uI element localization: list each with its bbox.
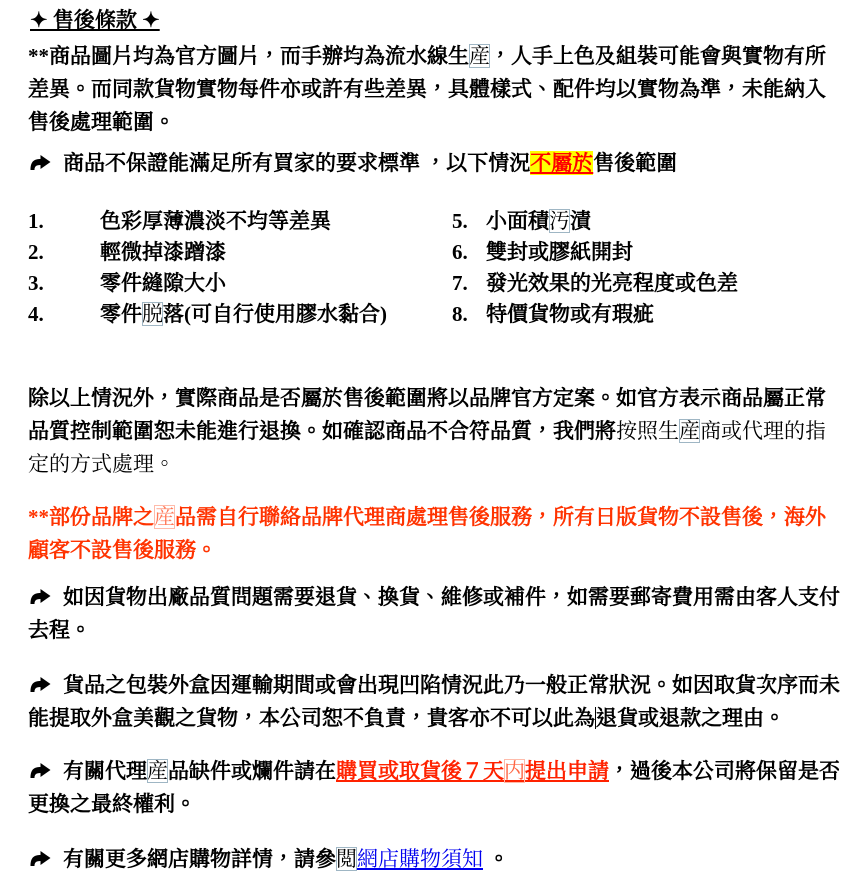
factory-text: 如因貨物出廠品質問題需要退貨、換貨、維修或補件，如需要郵寄費用需由客人支付去程。 (28, 585, 840, 642)
list-item (452, 237, 844, 268)
page-title (30, 6, 844, 34)
list-item (28, 237, 452, 268)
substituted-char: 閲 (336, 847, 357, 871)
list-item-number: 7. (452, 271, 468, 295)
list-item (452, 268, 844, 299)
shopping-guide-link[interactable]: 網店購物須知 (357, 847, 483, 871)
page-title-text: ✦ 售後條款 ✦ (30, 8, 160, 32)
intro-paragraph (28, 40, 844, 139)
notice-line (28, 147, 844, 180)
packaging-text-2: 退貨或退款之理由。 (596, 706, 785, 730)
list-item-number: 3. (28, 271, 44, 295)
notice-text-pre: 商品不保證能滿足所有買家的要求標準 ，以下情況 (63, 151, 531, 175)
list-item (452, 299, 844, 330)
list-item (28, 299, 452, 330)
substituted-char: 脱 (142, 302, 163, 326)
list-item-text: 特價貨物或有瑕疵 (486, 302, 654, 326)
missing-text-2: 品缺件或爛件請在 (168, 759, 336, 783)
red-text-2: 品需自行聯絡品牌代理商處理售後服務，所有日版貨物不設售後，海外顧客不設售後服務。 (28, 505, 826, 562)
substituted-char: 産 (679, 419, 700, 443)
official-text-1: 除以上情況外，實際商品是否屬於售後範圍將以品牌官方定案。如官方表示商品屬正常品質控制範圍恕未能進行退換。如確認商品不合符品質，我們將 (28, 386, 826, 443)
bent-right-arrow-icon (28, 587, 51, 605)
more-text-1: 有關更多網店購物詳情，請參 (63, 847, 336, 871)
list-item-text: 雙封或膠紙開封 (486, 240, 633, 264)
red-text-1: **部份品牌之 (28, 505, 154, 529)
list-item-text-post: 落(可自行使用膠水黏合) (163, 302, 387, 326)
claim-text-post: 提出申請 (525, 759, 609, 783)
exclusion-list-left-column (28, 206, 452, 330)
highlight-not-covered: 不屬於 (530, 151, 594, 175)
list-item-text: 輕微掉漆蹭漆 (100, 240, 226, 264)
bent-right-arrow-icon (28, 761, 51, 779)
list-item (28, 268, 452, 299)
official-text-alt-2: 商或代理的指定的方式處理。 (28, 419, 826, 476)
substituted-char: 内 (504, 759, 525, 783)
missing-text-1: 有關代理 (63, 759, 147, 783)
missing-text-3: ，過後本公司將保留是否更換之最終權利。 (28, 759, 840, 816)
list-item-text-post: 漬 (570, 209, 591, 233)
bent-right-arrow-icon (28, 849, 51, 867)
intro-text-1: **商品圖片均為官方圖片，而手辦均為流水線生 (28, 44, 469, 68)
factory-defect-line (28, 581, 844, 647)
official-decision-paragraph (28, 382, 844, 481)
claim-text-pre: 購買或取貨後７天 (336, 759, 504, 783)
list-item-text: 色彩厚薄濃淡不均等差異 (100, 209, 331, 233)
intro-text-2: ，人手上色及組裝可能會與實物有所差異。而同款貨物實物每件亦或許有些差異，具體樣式、配件均以實物為準，未能納入售後處理範圍。 (28, 44, 826, 134)
substituted-char: 産 (469, 44, 490, 68)
packaging-text-1: 貨品之包裝外盒因運輸期間或會出現凹陷情況此乃一般正常狀況。如因取貨次序而未能提取外盒美觀之貨物，本公司恕不負責，貴客亦不可以此為 (28, 673, 840, 730)
substituted-char: 産 (147, 759, 168, 783)
official-text-alt-1: 按照生 (616, 419, 679, 443)
brand-agent-red-paragraph (28, 501, 844, 567)
exclusion-list-right-column (452, 206, 844, 330)
bent-right-arrow-icon (28, 153, 51, 171)
notice-text-post: 售後範圍 (593, 151, 678, 175)
substituted-char: 産 (154, 505, 175, 529)
list-item-text: 零件縫隙大小 (100, 271, 226, 295)
list-item-number: 4. (28, 302, 44, 326)
list-item-text: 零件 (100, 302, 142, 326)
list-item-number: 1. (28, 209, 44, 233)
exclusion-list (28, 206, 844, 330)
more-text-3: 。 (483, 847, 510, 871)
packaging-dent-paragraph (28, 669, 844, 735)
bent-right-arrow-icon (28, 675, 51, 693)
list-item-text: 發光效果的光亮程度或色差 (486, 271, 738, 295)
substituted-char: 汚 (549, 209, 570, 233)
list-item-number: 2. (28, 240, 44, 264)
list-item (28, 206, 452, 237)
list-item-number: 8. (452, 302, 468, 326)
list-item-number: 5. (452, 209, 468, 233)
seven-day-claim-emphasis (336, 759, 609, 783)
list-item-text: 小面積 (486, 209, 549, 233)
missing-parts-paragraph (28, 755, 844, 821)
more-info-line (28, 843, 844, 876)
list-item (452, 206, 844, 237)
list-item-number: 6. (452, 240, 468, 264)
